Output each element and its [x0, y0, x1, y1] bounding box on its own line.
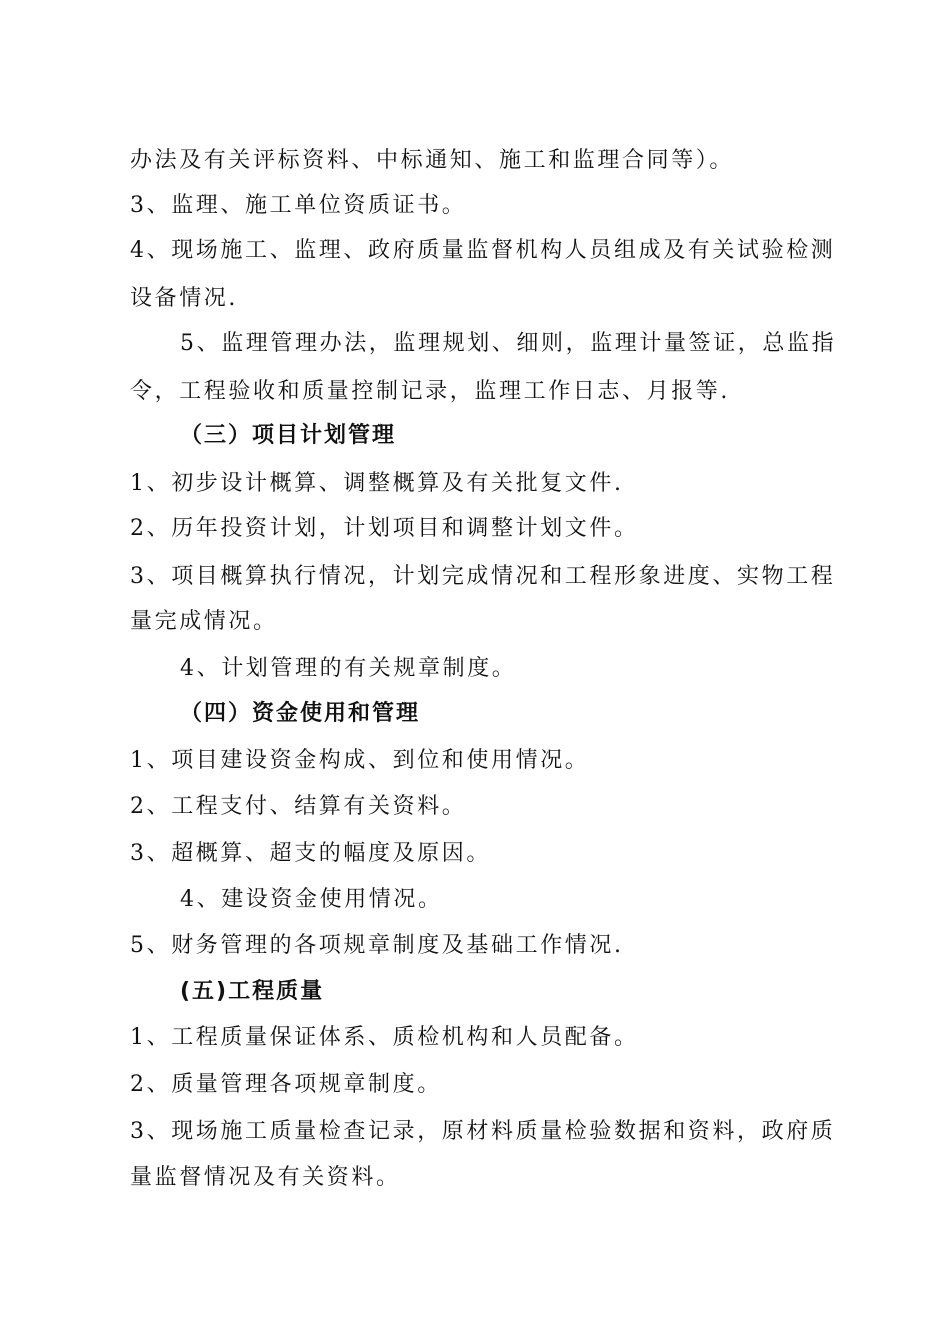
- text-line: 3、监理、施工单位资质证书。: [130, 193, 467, 218]
- text-line: 4、计划管理的有关规章制度。: [180, 656, 517, 681]
- text-line: 1、工程质量保证体系、质检机构和人员配备。: [130, 1025, 639, 1050]
- text-line: 3、超概算、超支的幅度及原因。: [130, 841, 491, 866]
- text-line: 3、项目概算执行情况，计划完成情况和工程形象进度、实物工程: [130, 564, 836, 589]
- section-heading: （三）项目计划管理: [180, 423, 397, 448]
- text-line: 4、现场施工、监理、政府质量监督机构人员组成及有关试验检测: [130, 238, 836, 263]
- text-line: 2、质量管理各项规章制度。: [130, 1072, 442, 1097]
- text-line: 2、历年投资计划，计划项目和调整计划文件。: [130, 516, 639, 541]
- text-line: 设备情况.: [130, 286, 238, 311]
- text-line: 令，工程验收和质量控制记录，监理工作日志、月报等.: [130, 379, 730, 404]
- text-line: 5、财务管理的各项规章制度及基础工作情况.: [130, 933, 624, 958]
- text-line: 1、项目建设资金构成、到位和使用情况。: [130, 748, 590, 773]
- text-line: 5、监理管理办法，监理规划、细则，监理计量签证，总监指: [180, 331, 837, 356]
- text-line: 量完成情况。: [130, 609, 278, 634]
- text-line: 办法及有关评标资料、中标通知、施工和监理合同等）。: [130, 148, 735, 173]
- text-line: 1、初步设计概算、调整概算及有关批复文件.: [130, 471, 624, 496]
- text-line: 量监督情况及有关资料。: [130, 1165, 401, 1190]
- text-line: 4、建设资金使用情况。: [180, 887, 443, 912]
- text-line: 3、现场施工质量检查记录，原材料质量检验数据和资料，政府质: [130, 1119, 836, 1144]
- section-heading: （四）资金使用和管理: [180, 701, 421, 726]
- text-line: 2、工程支付、结算有关资料。: [130, 794, 467, 819]
- section-heading: (五)工程质量: [180, 979, 325, 1004]
